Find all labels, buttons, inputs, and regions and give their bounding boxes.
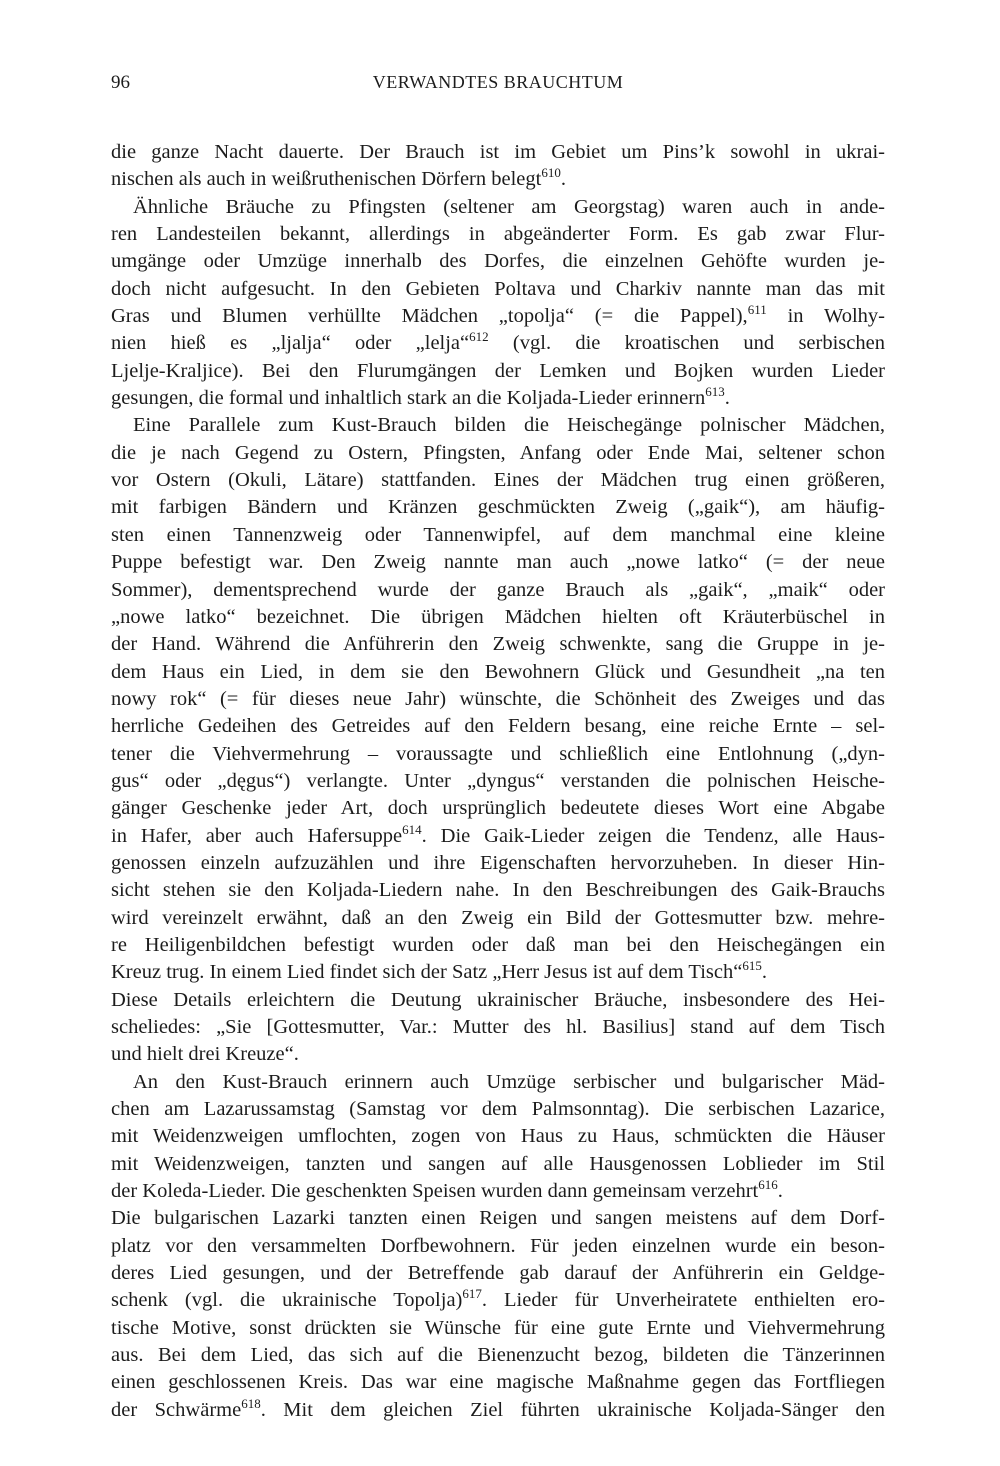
line-text: Die bulgarischen Lazarki tanzten einen Reigen und sangen meistens auf dem Dorf- — [111, 1207, 885, 1230]
line-text: gänger Geschenke jeder Art, doch ursprünglich bedeutete dieses Wort eine Abgabe — [111, 797, 885, 820]
line-text: Sommer), dementsprechend wurde der ganze Brauch als „gaik“, „maik“ oder — [111, 578, 885, 601]
line-text: Eine Parallele zum Kust-Brauch bilden die Heischegänge polnischer Mädchen, — [133, 414, 885, 437]
text-line — [111, 713, 885, 740]
line-text: die ganze Nacht dauerte. Der Brauch ist im Gebiet um Pins’k sowohl in ukrai- — [111, 141, 885, 163]
line-text: mit Weidenzweigen umflochten, zogen von Haus zu Haus, schmückten die Häuser — [111, 1125, 885, 1148]
text-line — [111, 686, 885, 713]
text-line — [111, 276, 885, 303]
line-text-continuation: . — [560, 168, 566, 191]
line-text: dem Haus ein Lied, in dem sie den Bewohnern Glück und Gesundheit „na ten — [111, 660, 885, 683]
line-text: vor Ostern (Okuli, Lätare) stattfanden. Eines der Mädchen trug einen größeren, — [111, 469, 885, 492]
text-line — [111, 1233, 885, 1260]
text-line — [111, 741, 885, 768]
line-text: tische Motive, sonst drückten sie Wünsche für eine gute Ernte und Viehvermehrung — [111, 1316, 885, 1339]
footnote-marker: 614 — [402, 821, 422, 837]
line-text: Ähnliche Bräuche zu Pfingsten (seltener am Georgstag) waren auch in ande- — [133, 195, 885, 218]
line-text: Puppe befestigt war. Den Zweig nannte man auch „nowe latko“ (= der neue — [111, 551, 885, 574]
text-line — [111, 166, 885, 193]
line-text-continuation: (vgl. die kroatischen und serbischen — [488, 332, 885, 355]
line-text-continuation: . — [761, 961, 767, 984]
text-line — [111, 330, 885, 357]
text-line — [111, 467, 885, 494]
line-text: gus“ oder „dęgus“) verlangte. Unter „dyngus“ verstanden die polnischen Heische- — [111, 769, 885, 792]
line-text: Gras und Blumen verhüllte Mädchen „topolja“ (= die Pappel), — [111, 305, 748, 328]
line-text: Diese Details erleichtern die Deutung ukrainischer Bräuche, insbesondere des Hei- — [111, 988, 885, 1011]
line-text-continuation: . — [724, 387, 730, 410]
line-text: Kreuz trug. In einem Lied findet sich der Satz „Herr Jesus ist auf dem Tisch“ — [111, 961, 743, 984]
running-title: VERWANDTES BRAUCHTUM — [372, 72, 624, 92]
line-text: aus. Bei dem Lied, das sich auf die Bienenzucht bezog, bildeten die Tänzerinnen — [111, 1344, 885, 1367]
text-line — [111, 194, 885, 221]
line-text: wird vereinzelt erwähnt, daß an den Zweig ein Bild der Gottesmutter bzw. mehre- — [111, 906, 885, 929]
line-text: scheliedes: „Sie [Gottesmutter, Var.: Mutter des hl. Basilius] stand auf dem Tisch — [111, 1016, 885, 1038]
text-line — [111, 1287, 885, 1314]
line-text: schenk (vgl. die ukrainische Topolja) — [111, 1289, 463, 1312]
line-text: ren Landesteilen bekannt, allerdings in abgeänderter Form. Es gab zwar Flur- — [111, 223, 885, 246]
line-text-continuation: . Mit dem gleichen Ziel führten ukrainische Koljada-Sänger den — [260, 1398, 885, 1421]
line-text: nischen als auch in weißruthenischen Dörfern belegt — [111, 168, 542, 191]
text-line — [111, 795, 885, 822]
line-text: der Hand. Während die Anführerin den Zweig schwenkte, sang die Gruppe in je- — [111, 633, 885, 656]
text-line — [111, 1069, 885, 1096]
text-line — [111, 659, 885, 686]
line-text: chen am Lazarussamstag (Samstag vor dem Palmsonntag). Die serbischen Lazarice, — [111, 1098, 885, 1121]
line-text: einen geschlossenen Kreis. Das war eine magische Maßnahme gegen das Fortfliegen — [111, 1371, 885, 1394]
footnote-marker: 611 — [747, 302, 767, 318]
text-line — [111, 1096, 885, 1123]
footnote-marker: 617 — [462, 1286, 482, 1302]
line-text: nowy rok“ (= für dieses neue Jahr) wünschte, die Schönheit des Zweiges und das — [111, 687, 885, 710]
footnote-marker: 618 — [241, 1395, 261, 1411]
text-line — [111, 440, 885, 467]
text-line — [111, 1205, 885, 1232]
footnote-marker: 616 — [758, 1177, 778, 1193]
text-line — [111, 221, 885, 248]
line-text-continuation: . Lieder für Unverheiratete enthielten ero- — [481, 1289, 886, 1312]
line-text: doch nicht aufgesucht. In den Gebieten Poltava und Charkiv nannte man das mit — [111, 277, 885, 300]
line-text: und hielt drei Kreuze“. — [111, 1043, 299, 1066]
line-text: re Heiligenbildchen befestigt wurden oder daß man bei den Heischegängen ein — [111, 933, 885, 956]
text-line — [111, 358, 885, 385]
line-text-continuation: . Die Gaik-Lieder zeigen die Tendenz, alle Haus- — [421, 824, 885, 847]
line-text: deres Lied gesungen, und der Betreffende gab darauf der Anführerin ein Geldge- — [111, 1262, 885, 1285]
text-line — [111, 1014, 885, 1041]
line-text: mit farbigen Bändern und Kränzen geschmückten Zweig („gaik“), am häufig- — [111, 496, 885, 519]
text-line — [111, 959, 885, 986]
line-text: Ljelje-Kraljice). Bei den Flurumgängen der Lemken und Bojken wurden Lieder — [111, 359, 885, 382]
footnote-marker: 613 — [705, 384, 725, 400]
text-line — [111, 905, 885, 932]
page-number: 96 — [111, 72, 130, 93]
text-line — [111, 877, 885, 904]
line-text-continuation: in Wolhy- — [766, 305, 885, 328]
text-line — [111, 1260, 885, 1287]
line-text: umgänge oder Umzüge innerhalb des Dorfes, die einzelnen Gehöfte wurden je- — [111, 250, 885, 273]
line-text: genossen einzeln aufzuzählen und ihre Eigenschaften hervorzuheben. In dieser Hin- — [111, 851, 885, 874]
body-text — [111, 139, 885, 1424]
line-text-continuation: . — [777, 1180, 783, 1203]
text-line — [111, 303, 885, 330]
text-line — [111, 631, 885, 658]
line-text: sten einen Tannenzweig oder Tannenwipfel, auf dem manchmal eine kleine — [111, 523, 885, 546]
line-text: An den Kust-Brauch erinnern auch Umzüge serbischer und bulgarischer Mäd- — [133, 1070, 885, 1093]
line-text: gesungen, die formal und inhaltlich stark an die Koljada-Lieder erinnern — [111, 387, 706, 410]
text-line — [111, 1342, 885, 1369]
text-line — [111, 1315, 885, 1342]
text-line — [111, 850, 885, 877]
text-line — [111, 604, 885, 631]
line-text: herrliche Gedeihen des Getreides auf den Feldern besang, eine reiche Ernte – sel- — [111, 715, 885, 738]
line-text: platz vor den versammelten Dorfbewohnern. Für jeden einzelnen wurde ein beson- — [111, 1234, 885, 1257]
text-line — [111, 1151, 885, 1178]
text-line — [111, 1123, 885, 1150]
line-text: „nowe latko“ bezeichnet. Die übrigen Mädchen hielten oft Kräuterbüschel in — [111, 605, 885, 628]
text-line — [111, 248, 885, 275]
line-text: tener die Viehvermehrung – voraussagte und schließlich eine Entlohnung („dyn- — [111, 742, 885, 765]
page-header — [111, 72, 885, 102]
text-line — [111, 139, 885, 166]
line-text: sicht stehen sie den Koljada-Liedern nahe. In den Beschreibungen des Gaik-Brauchs — [111, 879, 885, 902]
text-line — [111, 1041, 885, 1068]
text-line — [111, 987, 885, 1014]
text-line — [111, 1369, 885, 1396]
line-text: der Koleda-Lieder. Die geschenkten Speisen wurden dann gemeinsam verzehrt — [111, 1180, 759, 1203]
text-line — [111, 522, 885, 549]
footnote-marker: 615 — [742, 958, 762, 974]
text-line — [111, 385, 885, 412]
text-line — [111, 1397, 885, 1424]
line-text: die je nach Gegend zu Ostern, Pfingsten, Anfang oder Ende Mai, seltener schon — [111, 441, 885, 464]
footnote-marker: 610 — [541, 165, 561, 181]
text-line — [111, 577, 885, 604]
text-line — [111, 768, 885, 795]
text-line — [111, 412, 885, 439]
text-line — [111, 1178, 885, 1205]
text-line — [111, 549, 885, 576]
footnote-marker: 612 — [469, 329, 489, 345]
line-text: nien hieß es „ljalja“ oder „lelja“ — [111, 332, 470, 355]
line-text: der Schwärme — [111, 1398, 242, 1421]
line-text: mit Weidenzweigen, tanzten und sangen auf alle Hausgenossen Loblieder im Stil — [111, 1152, 885, 1175]
text-line — [111, 932, 885, 959]
text-line — [111, 823, 885, 850]
text-line — [111, 494, 885, 521]
line-text: in Hafer, aber auch Hafersuppe — [111, 824, 403, 847]
